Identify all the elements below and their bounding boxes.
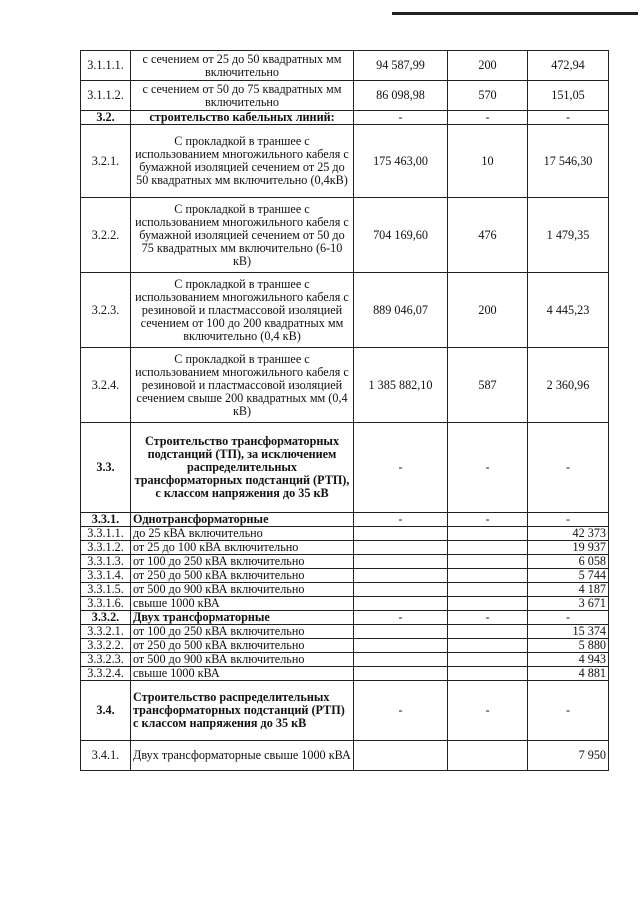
row-rate: 2 360,96	[528, 348, 609, 423]
row-rate: -	[528, 513, 609, 527]
row-quantity	[448, 583, 528, 597]
row-quantity	[448, 639, 528, 653]
row-rate: 6 058	[528, 555, 609, 569]
row-rate: 17 546,30	[528, 125, 609, 198]
row-quantity	[448, 527, 528, 541]
row-cost: 86 098,98	[354, 81, 448, 111]
row-cost	[354, 653, 448, 667]
row-rate: -	[528, 611, 609, 625]
table-row	[81, 681, 609, 741]
row-rate: 5 744	[528, 569, 609, 583]
table-row	[81, 625, 609, 639]
row-quantity: -	[448, 681, 528, 741]
row-number: 3.3.1.3.	[81, 555, 131, 569]
row-rate: -	[528, 423, 609, 513]
row-cost: 704 169,60	[354, 198, 448, 273]
row-number: 3.3.1.1.	[81, 527, 131, 541]
row-description: С прокладкой в траншее с использованием многожильного кабеля с резиновой и пластмассовой изоляцией сечением свыше 200 квадратных мм (0,4 кВ)	[131, 348, 354, 423]
row-description: свыше 1000 кВА	[131, 667, 354, 681]
row-number: 3.3.2.2.	[81, 639, 131, 653]
table-row	[81, 597, 609, 611]
row-quantity: -	[448, 111, 528, 125]
row-rate: 3 671	[528, 597, 609, 611]
table-row	[81, 198, 609, 273]
row-rate: 7 950	[528, 741, 609, 771]
row-description: строительство кабельных линий:	[131, 111, 354, 125]
row-cost: -	[354, 111, 448, 125]
row-number: 3.2.2.	[81, 198, 131, 273]
row-number: 3.1.1.1.	[81, 51, 131, 81]
row-rate: 4 187	[528, 583, 609, 597]
row-number: 3.3.1.6.	[81, 597, 131, 611]
row-rate: 19 937	[528, 541, 609, 555]
table-row	[81, 741, 609, 771]
row-cost	[354, 541, 448, 555]
top-rule	[392, 12, 638, 15]
row-number: 3.2.4.	[81, 348, 131, 423]
row-quantity: 476	[448, 198, 528, 273]
row-cost	[354, 597, 448, 611]
table-row	[81, 667, 609, 681]
row-cost	[354, 625, 448, 639]
row-rate: 5 880	[528, 639, 609, 653]
row-description: Однотрансформаторные	[131, 513, 354, 527]
row-cost	[354, 583, 448, 597]
row-cost	[354, 527, 448, 541]
row-cost	[354, 569, 448, 583]
row-quantity	[448, 667, 528, 681]
row-rate: 4 943	[528, 653, 609, 667]
row-number: 3.3.1.5.	[81, 583, 131, 597]
row-rate: 42 373	[528, 527, 609, 541]
table-row	[81, 51, 609, 81]
table-row	[81, 81, 609, 111]
row-cost: -	[354, 611, 448, 625]
row-number: 3.4.1.	[81, 741, 131, 771]
row-quantity: -	[448, 611, 528, 625]
row-description: от 500 до 900 кВА включительно	[131, 653, 354, 667]
row-quantity: 587	[448, 348, 528, 423]
row-cost	[354, 667, 448, 681]
row-cost: 175 463,00	[354, 125, 448, 198]
row-quantity: 200	[448, 273, 528, 348]
row-cost	[354, 639, 448, 653]
table-row	[81, 541, 609, 555]
row-quantity: 570	[448, 81, 528, 111]
table-row	[81, 611, 609, 625]
row-rate: 151,05	[528, 81, 609, 111]
row-quantity: 10	[448, 125, 528, 198]
row-quantity: 200	[448, 51, 528, 81]
tariff-table	[80, 50, 609, 771]
row-rate: 15 374	[528, 625, 609, 639]
row-rate: -	[528, 681, 609, 741]
row-number: 3.3.1.	[81, 513, 131, 527]
row-cost	[354, 555, 448, 569]
table-row	[81, 273, 609, 348]
row-description: с сечением от 25 до 50 квадратных мм включительно	[131, 51, 354, 81]
row-number: 3.3.1.2.	[81, 541, 131, 555]
row-number: 3.2.1.	[81, 125, 131, 198]
row-quantity	[448, 625, 528, 639]
table-row	[81, 513, 609, 527]
row-description: от 100 до 250 кВА включительно	[131, 555, 354, 569]
table-row	[81, 653, 609, 667]
row-description: С прокладкой в траншее с использованием многожильного кабеля с бумажной изоляцией сечением от 25 до 50 квадратных мм включительно (0,4кВ)	[131, 125, 354, 198]
row-cost: -	[354, 513, 448, 527]
row-description: от 250 до 500 кВА включительно	[131, 639, 354, 653]
row-number: 3.4.	[81, 681, 131, 741]
row-number: 3.1.1.2.	[81, 81, 131, 111]
table-row	[81, 527, 609, 541]
row-description: Строительство трансформаторных подстанций (ТП), за исключением распределительных трансформаторных подстанций (РТП), с классом напряжения до 35 кВ	[131, 423, 354, 513]
row-number: 3.3.2.	[81, 611, 131, 625]
row-number: 3.3.2.3.	[81, 653, 131, 667]
table-row	[81, 583, 609, 597]
row-description: Двух трансформаторные свыше 1000 кВА	[131, 741, 354, 771]
row-number: 3.2.	[81, 111, 131, 125]
row-number: 3.3.1.4.	[81, 569, 131, 583]
row-quantity: -	[448, 423, 528, 513]
row-cost: -	[354, 681, 448, 741]
row-description: Строительство распределительных трансформаторных подстанций (РТП) с классом напряжения до 35 кВ	[131, 681, 354, 741]
table-row	[81, 125, 609, 198]
row-number: 3.3.	[81, 423, 131, 513]
row-rate: 472,94	[528, 51, 609, 81]
row-quantity	[448, 541, 528, 555]
row-number: 3.2.3.	[81, 273, 131, 348]
row-rate: -	[528, 111, 609, 125]
row-rate: 4 445,23	[528, 273, 609, 348]
row-quantity: -	[448, 513, 528, 527]
row-quantity	[448, 653, 528, 667]
row-number: 3.3.2.1.	[81, 625, 131, 639]
row-description: С прокладкой в траншее с использованием многожильного кабеля с резиновой и пластмассовой изоляцией сечением от 100 до 200 квадратных мм включительно (0,4 кВ)	[131, 273, 354, 348]
row-number: 3.3.2.4.	[81, 667, 131, 681]
table-row	[81, 639, 609, 653]
row-description: от 250 до 500 кВА включительно	[131, 569, 354, 583]
row-rate: 1 479,35	[528, 198, 609, 273]
row-cost	[354, 741, 448, 771]
row-description: от 500 до 900 кВА включительно	[131, 583, 354, 597]
row-cost: -	[354, 423, 448, 513]
table-row	[81, 569, 609, 583]
table-row	[81, 555, 609, 569]
table-row	[81, 348, 609, 423]
row-quantity	[448, 569, 528, 583]
row-cost: 889 046,07	[354, 273, 448, 348]
row-description: от 25 до 100 кВА включительно	[131, 541, 354, 555]
table-row	[81, 423, 609, 513]
row-cost: 94 587,99	[354, 51, 448, 81]
row-quantity	[448, 741, 528, 771]
row-quantity	[448, 555, 528, 569]
row-description: С прокладкой в траншее с использованием многожильного кабеля с бумажной изоляцией сечением от 50 до 75 квадратных мм включительно (6-10 кВ)	[131, 198, 354, 273]
row-description: от 100 до 250 кВА включительно	[131, 625, 354, 639]
row-rate: 4 881	[528, 667, 609, 681]
row-description: Двух трансформаторные	[131, 611, 354, 625]
row-quantity	[448, 597, 528, 611]
row-description: с сечением от 50 до 75 квадратных мм включительно	[131, 81, 354, 111]
row-description: до 25 кВА включительно	[131, 527, 354, 541]
table-row	[81, 111, 609, 125]
row-description: свыше 1000 кВА	[131, 597, 354, 611]
row-cost: 1 385 882,10	[354, 348, 448, 423]
